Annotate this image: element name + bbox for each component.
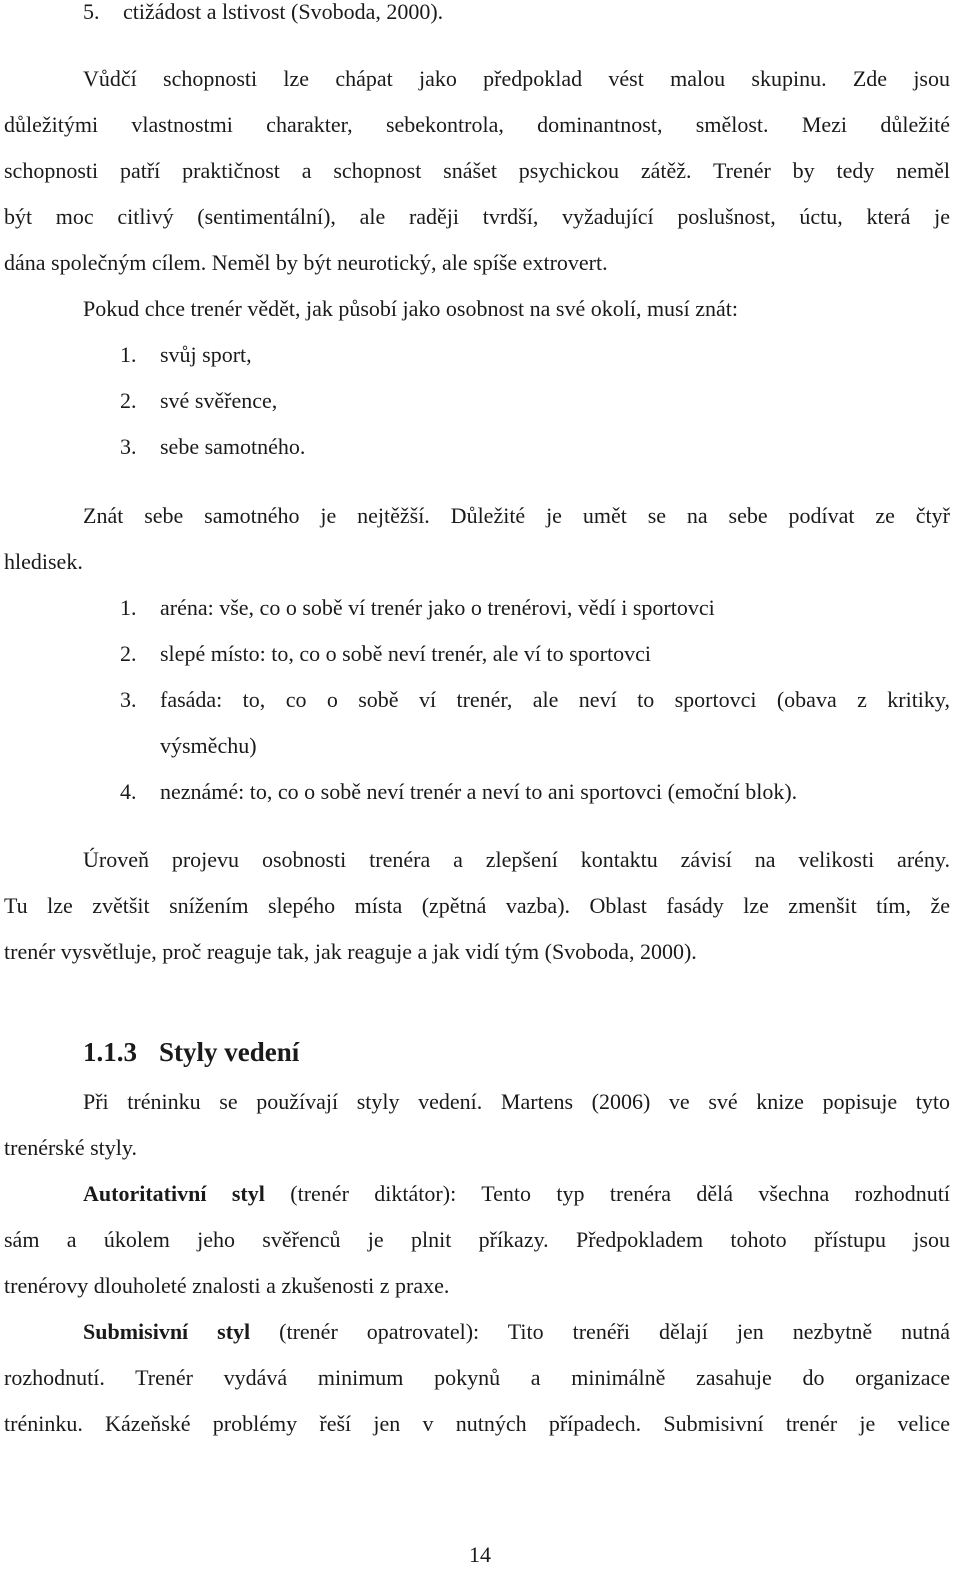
paragraph-line: být moc citlivý (sentimentální), ale raději tvrdší, vyžadující poslušnost, úctu, která je (4, 204, 950, 229)
style-term: Submisivní styl (83, 1319, 251, 1344)
paragraph-line: rozhodnutí. Trenér vydává minimum pokynů a minimálně zasahuje do organizace (4, 1365, 950, 1390)
paragraph-line: Pokud chce trenér vědět, jak působí jako osobnost na své okolí, musí znát: (83, 296, 738, 321)
section-title: Styly vedení (159, 1037, 300, 1067)
paragraph-text: (trenér diktátor): Tento typ trenéra dělá všechna rozhodnutí (290, 1181, 950, 1206)
list-item-number: 3. (120, 687, 137, 712)
paragraph-line: tréninku. Kázeňské problémy řeší jen v nutných případech. Submisivní trenér je velice (4, 1411, 950, 1436)
list-item-text: aréna: vše, co o sobě ví trenér jako o trenérovi, vědí i sportovci (160, 595, 715, 620)
paragraph-line: dána společným cílem. Neměl by být neurotický, ale spíše extrovert. (4, 250, 608, 275)
paragraph-line: trenérovy dlouholeté znalosti a zkušenosti z praxe. (4, 1273, 450, 1298)
list-item-text: svůj sport, (160, 342, 252, 367)
list-item-number: 3. (120, 434, 137, 459)
list-item-text: své svěřence, (160, 388, 278, 413)
paragraph-text: (trenér opatrovatel): Tito trenéři dělají jen nezbytně nutná (279, 1319, 950, 1344)
list-item-number: 4. (120, 779, 137, 804)
list-item-number: 1. (120, 342, 137, 367)
paragraph-line: Při tréninku se používají styly vedení. Martens (2006) ve své knize popisuje tyto (83, 1089, 950, 1114)
section-heading (83, 1035, 299, 1069)
list-item-number: 2. (120, 388, 137, 413)
list-item-text: fasáda: to, co o sobě ví trenér, ale neví to sportovci (obava z kritiky, (160, 687, 950, 712)
list-item-number: 1. (120, 595, 137, 620)
section-number: 1.1.3 (83, 1037, 137, 1067)
list-item-number: 5. (83, 0, 100, 24)
page-number: 14 (469, 1542, 491, 1567)
style-term: Autoritativní styl (83, 1181, 265, 1206)
paragraph-line: Znát sebe samotného je nejtěžší. Důležité je umět se na sebe podívat ze čtyř (83, 503, 950, 528)
paragraph-line: trenérské styly. (4, 1135, 137, 1160)
paragraph-line: sám a úkolem jeho svěřenců je plnit příkazy. Předpokladem tohoto přístupu jsou (4, 1227, 950, 1252)
paragraph-line: Úroveň projevu osobnosti trenéra a zlepšení kontaktu závisí na velikosti arény. (83, 847, 950, 872)
paragraph-line (83, 1180, 950, 1208)
list-item-number: 2. (120, 641, 137, 666)
paragraph-line: Tu lze zvětšit snížením slepého místa (zpětná vazba). Oblast fasády lze zmenšit tím, že (4, 893, 950, 918)
list-item-text: neznámé: to, co o sobě neví trenér a neví to ani sportovci (emoční blok). (160, 779, 798, 804)
list-item-text: slepé místo: to, co o sobě neví trenér, ale ví to sportovci (160, 641, 651, 666)
list-item-text: ctižádost a lstivost (Svoboda, 2000). (123, 0, 444, 24)
paragraph-line: důležitými vlastnostmi charakter, sebekontrola, dominantnost, smělost. Mezi důležité (4, 112, 950, 137)
paragraph-line: Vůdčí schopnosti lze chápat jako předpoklad vést malou skupinu. Zde jsou (83, 66, 950, 91)
list-item-text: sebe samotného. (160, 434, 306, 459)
paragraph-line: trenér vysvětluje, proč reaguje tak, jak reaguje a jak vidí tým (Svoboda, 2000). (4, 939, 697, 964)
paragraph-line: schopnosti patří praktičnost a schopnost snášet psychickou zátěž. Trenér by tedy neměl (4, 158, 950, 183)
paragraph-line: hledisek. (4, 549, 83, 574)
paragraph-line (83, 1318, 950, 1346)
list-item-text-continued: výsměchu) (160, 733, 257, 758)
